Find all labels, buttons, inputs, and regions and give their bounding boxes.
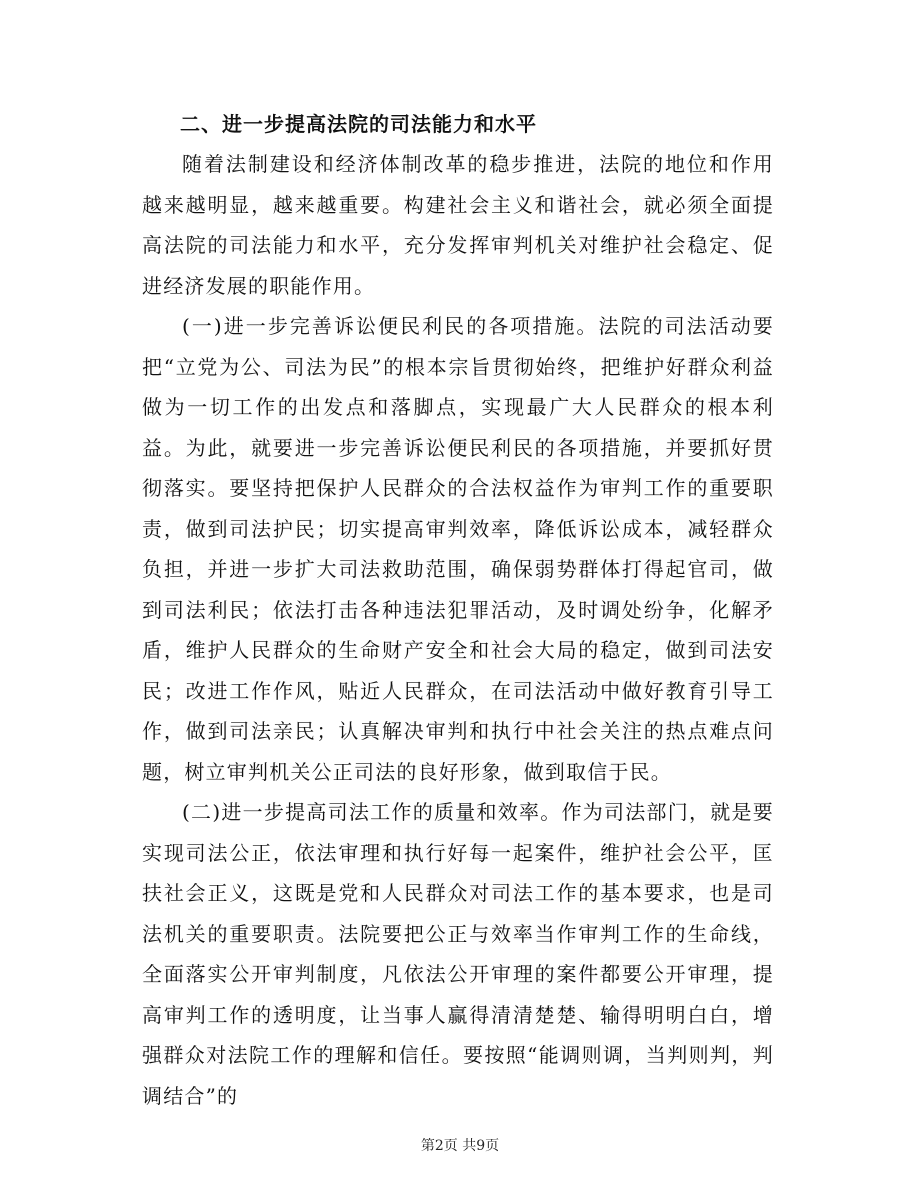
- section-heading: 二、进一步提高法院的司法能力和水平: [180, 112, 537, 136]
- paragraph-item-2: (二)进一步提高司法工作的质量和效率。作为司法部门，就是要实现司法公正，依法审理和执行好每一起案件，维护社会公平，匡扶社会正义，这既是党和人民群众对司法工作的基本要求，也是司法机关的重要职责。法院要把公正与效率当作审判工作的生命线，全面落实公开审判制度，凡依法公开审理的案件都要公开审理，提高审判工作的透明度，让当事人赢得清清楚楚、输得明明白白，增强群众对法院工作的理解和信任。要按照“能调则调，当判则判，判调结合”的: [142, 800, 774, 1108]
- document-body: [142, 104, 774, 1116]
- page-number-footer: 第2页 共9页: [420, 1138, 500, 1154]
- paragraph-intro: 随着法制建设和经济体制改革的稳步推进，法院的地位和作用越来越明显，越来越重要。构建社会主义和谐社会，就必须全面提高法院的司法能力和水平，充分发挥审判机关对维护社会稳定、促进经济发展的职能作用。: [142, 152, 774, 298]
- paragraph-item-1: (一)进一步完善诉讼便民利民的各项措施。法院的司法活动要把“立党为公、司法为民”的根本宗旨贯彻始终，把维护好群众利益做为一切工作的出发点和落脚点，实现最广大人民群众的根本利益。为此，就要进一步完善诉讼便民利民的各项措施，并要抓好贯彻落实。要坚持把保护人民群众的合法权益作为审判工作的重要职责，做到司法护民；切实提高审判效率，降低诉讼成本，减轻群众负担，并进一步扩大司法救助范围，确保弱势群体打得起官司，做到司法利民；依法打击各种违法犯罪活动，及时调处纷争，化解矛盾，维护人民群众的生命财产安全和社会大局的稳定，做到司法安民；改进工作作风，贴近人民群众，在司法活动中做好教育引导工作，做到司法亲民；认真解决审判和执行中社会关注的热点难点问题，树立审判机关公正司法的良好形象，做到取信于民。: [142, 314, 774, 784]
